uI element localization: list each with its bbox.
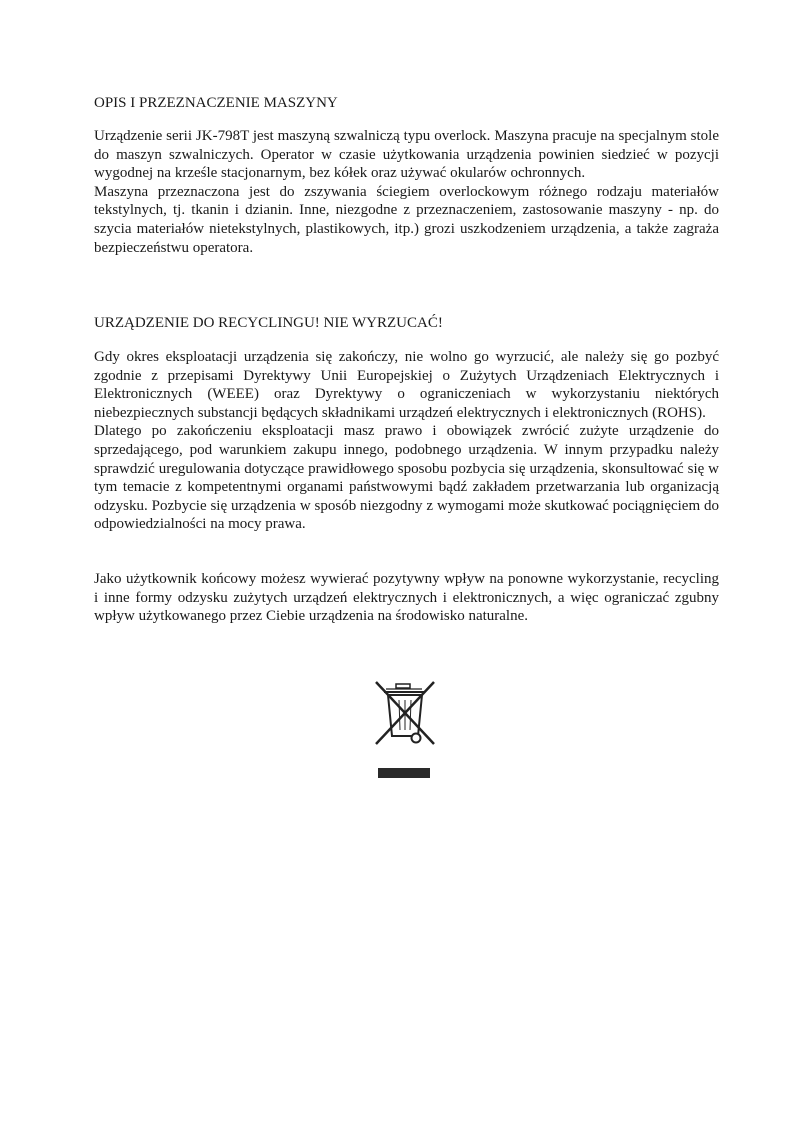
paragraph-device-purpose: Maszyna przeznaczona jest do zszywania ściegiem overlockowym różnego rodzaju materiałów tekstylnych, tj. tkanin i dzianin. Inne, niezgodne z przeznaczeniem, zastosowanie maszyny - np. do szycia materiałów nietekstylnych, plastikowych, itp.) grozi uszkodzeniem urządzenia, a także zagraża bezpieczeństwu operatora. [94, 183, 719, 256]
machine-description-text [94, 127, 719, 257]
end-user-text [94, 570, 719, 626]
crossed-out-wheelie-bin-icon [372, 678, 438, 782]
paragraph-return-obligation: Dlatego po zakończeniu eksploatacji masz prawo i obowiązek zwrócić zużyte urządzenie do sprzedającego, pod warunkiem zakupu innego, podobnego urządzenia. W innym przypadku należy sprawdzić uregulowania dotyczące prawidłowego sposobu pozbycia się urządzenia, skonsultować się w tym temacie z kompetentnymi organami państwowymi bądź zakładem przetwarzania lub organizacją odzysku. Pozbycie się urządzenia w sposób niezgodny z wymogami może skutkować pociągnięciem do odpowiedzialności na mocy prawa. [94, 423, 719, 533]
section-heading-machine-description: OPIS I PRZEZNACZENIE MASZYNY [94, 95, 338, 111]
paragraph-disposal-directive: Gdy okres eksploatacji urządzenia się zakończy, nie wolno go wyrzucić, ale należy się go pozbyć zgodnie z przepisami Dyrektywy Unii Europejskiej o Zużytych Urządzeniach Elektrycznych i Elektronicznych (WEEE) oraz Dyrektywy o ograniczeniach w wykorzystaniu niektórych niebezpiecznych substancji będących składnikami urządzeń elektrycznych i elektronicznych (ROHS). [94, 349, 719, 421]
paragraph-end-user: Jako użytkownik końcowy możesz wywierać pozytywny wpływ na ponowne wykorzystanie, recycling i inne formy odzysku zużytych urządzeń elektrycznych i elektronicznych, a więc ograniczać zgubny wpływ użytkowanego przez Ciebie urządzenia na środowisko naturalne. [94, 571, 719, 625]
section-heading-recycling: URZĄDZENIE DO RECYCLINGU! NIE WYRZUCAĆ! [94, 315, 443, 331]
paragraph-device-intro: Urządzenie serii JK-798T jest maszyną szwalniczą typu overlock. Maszyna pracuje na specjalnym stole do maszyn szwalniczych. Operator w czasie użytkowania urządzenia powinien siedzieć w pozycji wygodnej na krześle stacjonarnym, bez kółek oraz używać okularów ochronnych. [94, 128, 719, 182]
recycling-text [94, 348, 719, 534]
